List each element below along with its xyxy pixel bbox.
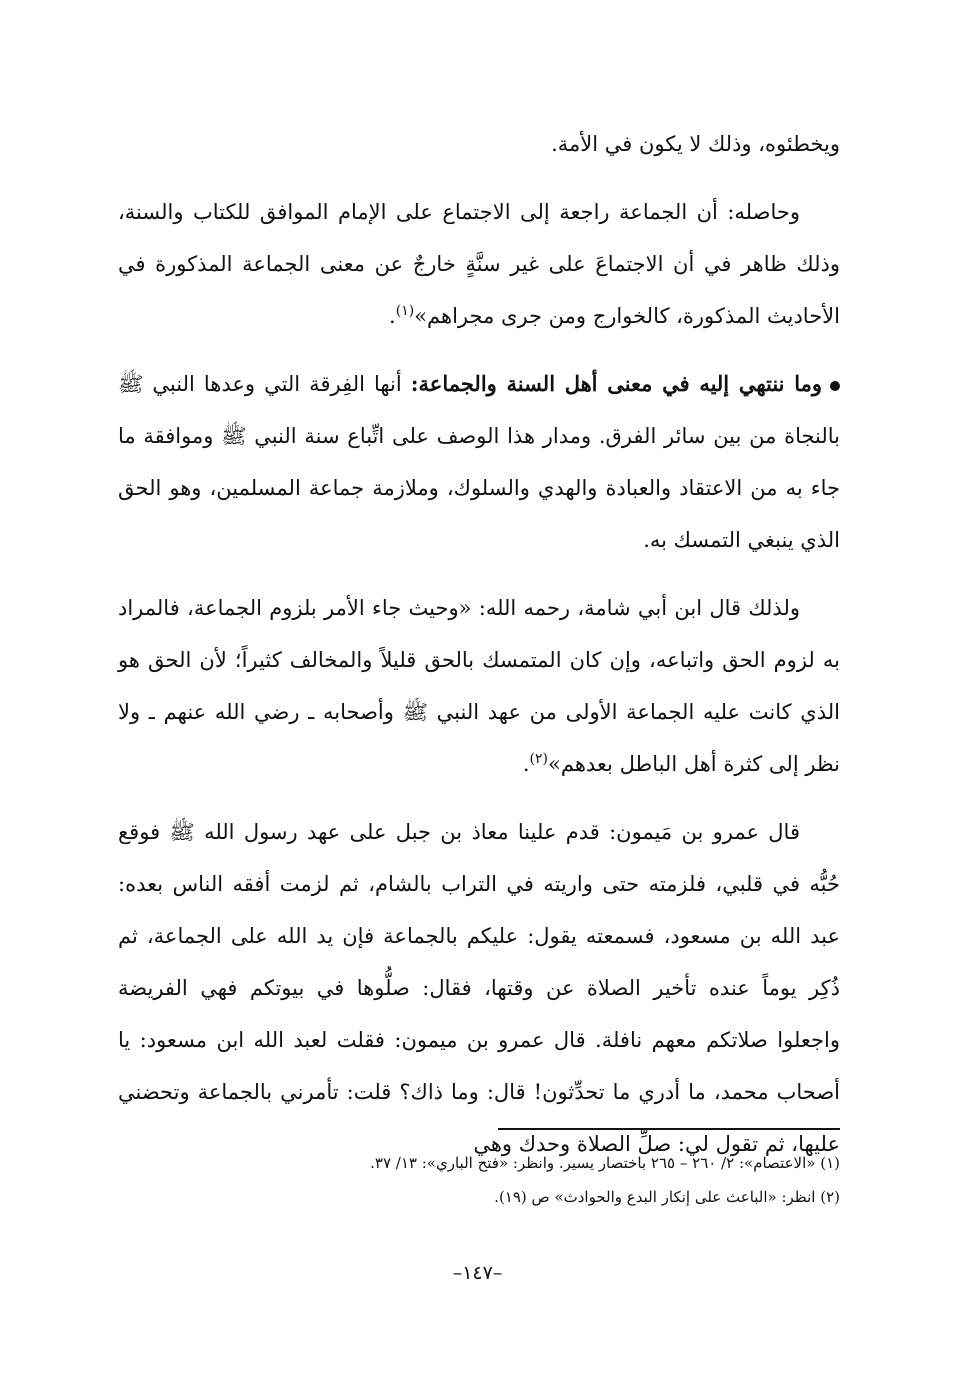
paragraph-gap	[118, 342, 840, 358]
page-number: –١٤٧–	[452, 1262, 503, 1284]
paragraph-summary-end: .	[389, 304, 396, 328]
paragraph-gap	[118, 790, 840, 806]
paragraph-quote-abu-shama	[118, 582, 840, 790]
paragraph-summary	[118, 186, 840, 342]
footnote-1: (١) «الاعتصام»: ٢/ ٢٦٠ – ٢٦٥ باختصار يسير. وانظر: «فتح الباري»: ١٣/ ٣٧.	[370, 1154, 840, 1172]
paragraph-continuation: ويخطئوه، وذلك لا يكون في الأمة.	[551, 132, 840, 156]
footnote-divider	[498, 1128, 840, 1130]
quote-abu-shama-end: .	[522, 752, 530, 776]
paragraph-summary-text: وحاصله: أن الجماعة راجعة إلى الاجتماع على الإمام الموافق للكتاب والسنة، وذلك ظاهر في أن الاجتماعَ على غير سنَّةٍ خارجٌ عن معنى الجماعة المذكورة في الأحاديث المذكورة، كالخوارج ومن جرى مجراهم»	[118, 200, 840, 328]
paragraph-amr-narration: قال عمرو بن مَيمون: قدم علينا معاذ بن جبل على عهد رسول الله ﷺ فوقع حُبُّه في قلبي، فلزمته حتى واريته في التراب بالشام، ثم لزمت أفقه الناس بعده: عبد الله بن مسعود، فسمعته يقول: عليكم بالجماعة فإن يد الله على الجماعة، ثم ذُكِر يوماً عنده تأخير الصلاة عن وقتها، فقال: صلُّوها في بيوتكم فهي الفريضة واجعلوا صلاتكم معهم نافلة. قال عمرو بن ميمون: فقلت لعبد الله ابن مسعود: يا أصحاب محمد، ما أدري ما تحدِّثون! قال: وما ذاك؟ قلت: تأمرني بالجماعة وتحضني عليها، ثم تقول لي: صلِّ الصلاة وحدك وهي	[118, 820, 840, 1156]
footnotes	[130, 1146, 840, 1214]
paragraph-gap	[118, 170, 840, 186]
definition-heading: وما ننتهي إليه في معنى أهل السنة والجماعة:	[410, 371, 822, 396]
paragraph-definition	[118, 358, 840, 566]
footnote-2: (٢) انظر: «الباعث على إنكار البدع والحوادث» ص (١٩).	[494, 1188, 840, 1206]
paragraph-gap	[118, 566, 840, 582]
footnote-ref-1: (١)	[395, 303, 415, 319]
bullet-icon	[830, 381, 840, 391]
quote-abu-shama-text: ولذلك قال ابن أبي شامة، رحمه الله: «وحيث جاء الأمر بلزوم الجماعة، فالمراد به لزوم الحق واتباعه، وإن كان المتمسك بالحق قليلاً والمخالف كثيراً؛ لأن الحق هو الذي كانت عليه الجماعة الأولى من عهد النبي ﷺ وأصحابه ـ رضي الله عنهم ـ ولا نظر إلى كثرة أهل الباطل بعدهم»	[118, 596, 841, 776]
footnote-ref-2: (٢)	[529, 751, 548, 767]
page-body	[118, 118, 840, 1170]
definition-text: أنها الفِرقة التي وعدها النبي ﷺ بالنجاة من بين سائر الفرق. ومدار هذا الوصف على اتِّباع سنة النبي ﷺ وموافقة ما جاء به من الاعتقاد والعبادة والهدي والسلوك، وملازمة جماعة المسلمين، وهو الحق الذي ينبغي التمسك به.	[118, 372, 840, 552]
